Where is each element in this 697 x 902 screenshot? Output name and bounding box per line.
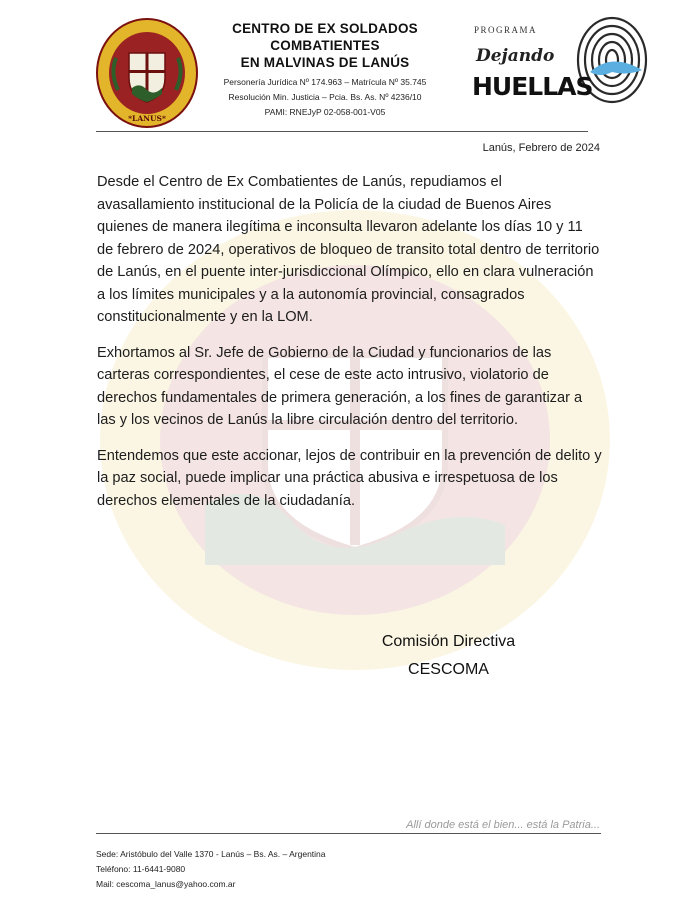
footer-tagline: Allí donde está el bien... está la Patria... — [406, 819, 600, 831]
program-label: PROGRAMA — [474, 25, 538, 35]
org-header — [200, 20, 450, 120]
footer-divider — [96, 833, 601, 834]
footer-address: Sede: Aristóbulo del Valle 1370 - Lanús – Bs. As. – Argentina — [96, 849, 326, 859]
seal-bottom-text: *LANUS* — [128, 114, 166, 123]
signature-block — [300, 628, 597, 684]
header-divider — [96, 131, 588, 132]
footer-contact — [96, 847, 326, 892]
signature-line2: CESCOMA — [408, 661, 489, 678]
paragraph: Desde el Centro de Ex Combatientes de Lanús, repudiamos el avasallamiento institucional de la Policía de la ciudad de Buenos Aires quienes de manera ilegítima e inconsulta llevaron adelante los días 10 y 11 de febrero de 2024, operativos de bloqueo de transito total dentro de territorio de Lanús, en el puente inter-jurisdiccional Olímpico, ello en clara vulneración a los límites municipales y a la autonomía provincial, consagrados constitucionalmente y en la LOM. — [97, 174, 600, 325]
signature-line1: Comisión Directiva — [381, 633, 516, 650]
footer-phone: Teléfono: 11-6441-9080 — [96, 864, 186, 874]
program-name-line2: HUELLAS — [472, 72, 593, 101]
org-name-line2: COMBATIENTES — [270, 38, 380, 53]
pami-number: PAMI: RNEJyP 02-058-001-V05 — [264, 107, 386, 117]
program-logo — [472, 22, 652, 112]
org-name-line3: EN MALVINAS DE LANÚS — [240, 55, 410, 70]
program-name-line1: Dejando — [476, 46, 555, 66]
personeria-juridica: Personería Jurídica Nº 174.963 – Matrícula Nº 35.745 — [223, 77, 427, 87]
paragraph: Entendemos que este accionar, lejos de contribuir en la prevención de delito y la paz social, puede implicar una práctica abusiva e irrespetuosa de los derechos elementales de la ciudadanía. — [97, 447, 602, 509]
paragraph: Exhortamos al Sr. Jefe de Gobierno de la Ciudad y funcionarios de las carteras correspondientes, el cese de este acto intrusivo, violatorio de derechos fundamentales de primera generación, a los fines de garantizar a las y los vecinos de Lanús la libre circulación dentro del territorio. — [97, 344, 583, 428]
document-date: Lanús, Febrero de 2024 — [482, 142, 600, 154]
resolucion: Resolución Min. Justicia – Pcia. Bs. As. Nº 4236/10 — [228, 92, 422, 102]
org-name-line1: CENTRO DE EX SOLDADOS — [232, 21, 418, 36]
letter-body — [97, 171, 602, 525]
footer-email: Mail: cescoma_lanus@yahoo.com.ar — [96, 879, 236, 889]
org-seal-logo — [96, 18, 198, 128]
